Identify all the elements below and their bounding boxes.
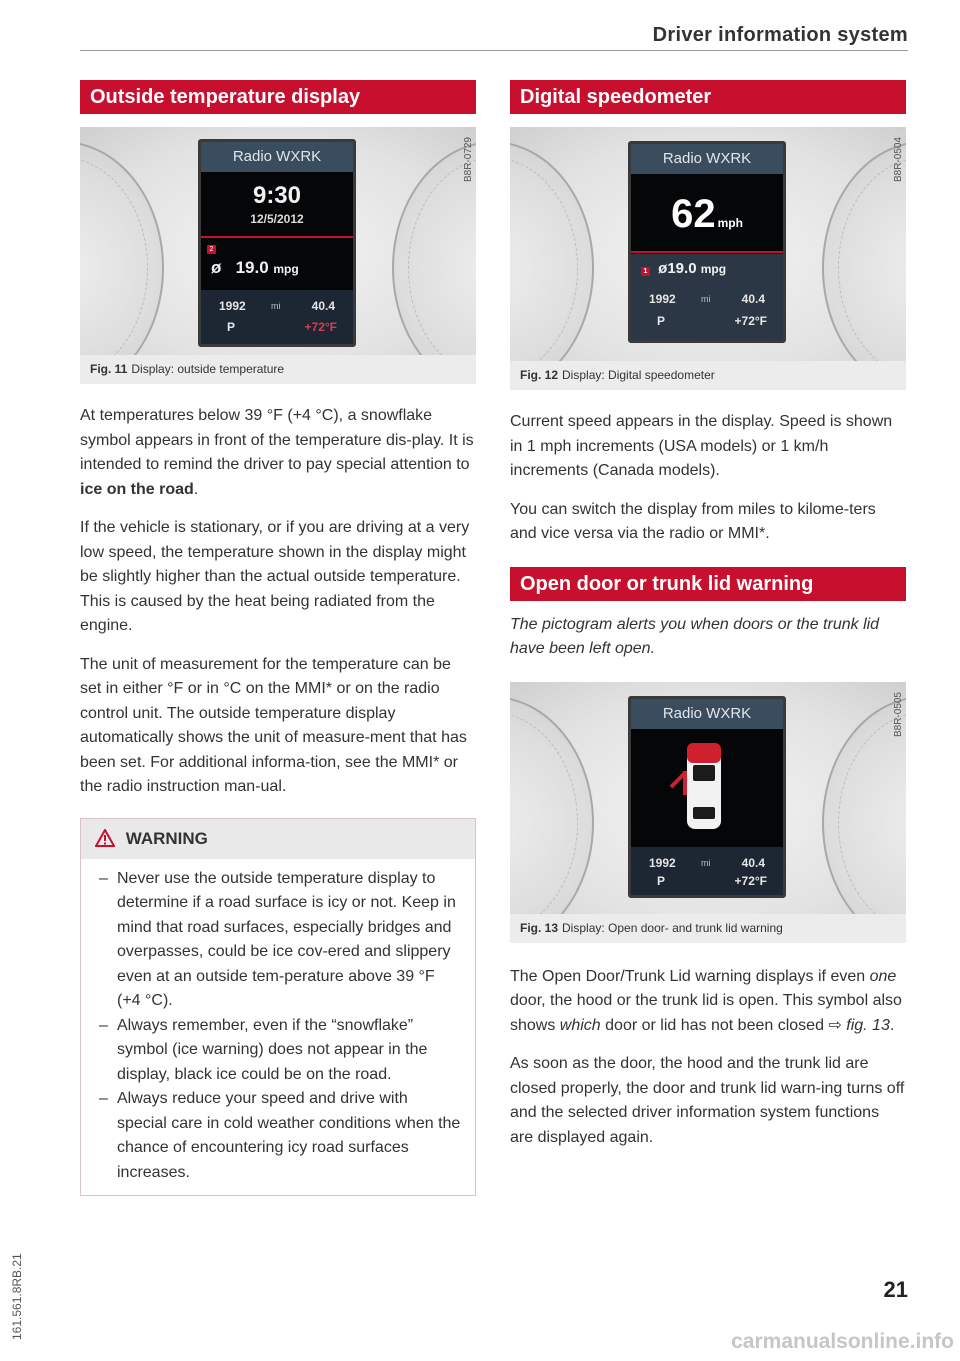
- warning-title: WARNING: [125, 828, 208, 848]
- paragraph-text: door, the hood or the trunk lid is open. This symbol also shows: [510, 992, 902, 1034]
- gear-indicator: P: [227, 320, 236, 334]
- paragraph: [510, 965, 906, 1039]
- warning-list: [81, 859, 475, 1196]
- warning-item: – Always remember, even if the “snowflake” symbol (ice warning) does not appear in the display, black ice could be on the road.: [95, 1014, 461, 1088]
- warning-item: – Always reduce your speed and drive with special care in cold weather conditions when the chance of encountering icy road surfaces increases.: [95, 1087, 461, 1185]
- right-column: [510, 80, 906, 1164]
- document-code: [10, 1170, 44, 1340]
- status-bar: [631, 847, 783, 895]
- status-bar: [201, 290, 353, 344]
- paragraph: You can switch the display from miles to kilome-ters and vice versa via the radio or MMI*.: [510, 500, 876, 542]
- figure-code: B8R-0504: [893, 137, 904, 183]
- memory-badge: 1: [641, 267, 650, 276]
- speed-value: 62: [671, 192, 716, 236]
- gauge-left: [80, 141, 164, 355]
- watermark: carmanualsonline.info: [731, 1330, 954, 1353]
- odometer-value: 1992: [219, 299, 246, 313]
- body-text: [510, 410, 906, 547]
- mpg-unit: mpg: [273, 262, 299, 276]
- figure-label: Fig. 13: [520, 920, 559, 935]
- red-divider: [201, 236, 353, 238]
- trip-value: 40.4: [741, 292, 765, 306]
- gauge-left: [510, 141, 594, 361]
- odometer-value: 1992: [649, 292, 676, 306]
- average-symbol: ø: [211, 258, 222, 277]
- status-bar: [631, 254, 783, 340]
- document-code-text: 161.561.8RB.21: [10, 1253, 24, 1340]
- body-text: [510, 965, 906, 1151]
- figure-13: [510, 682, 906, 943]
- trip-value: 40.4: [311, 299, 335, 313]
- red-divider: [631, 251, 783, 253]
- section-title-outside-temperature: Outside temperature display: [80, 80, 476, 114]
- display-screen: [198, 139, 356, 347]
- radio-station: Radio WXRK: [201, 142, 353, 172]
- figure-12-image: [510, 127, 906, 361]
- page-number: 21: [883, 1277, 908, 1302]
- radio-station: Radio WXRK: [631, 144, 783, 174]
- paragraph-text: At temperatures below 39 °F (+4 °C), a snowflake symbol appears in front of the temperature dis-play. It is intended to remind the driver to pay special attention to: [80, 407, 474, 473]
- trip-value: 40.4: [741, 855, 765, 870]
- fuel-consumption: [631, 258, 736, 279]
- figure-label: Fig. 12: [520, 368, 559, 382]
- odometer-unit: mi: [701, 857, 711, 868]
- car-open-door-icon: [631, 729, 777, 847]
- display-screen: [628, 696, 786, 898]
- warning-item: – Never use the outside temperature display to determine if a road surface is icy or not. Keep in mind that road surfaces, especially bridges and overpasses, could be ice cov-ered and slippery even at an outside tem-perature above 39 °F (+4 °C).: [95, 867, 461, 1014]
- average-symbol: ø: [658, 260, 668, 277]
- warning-box: [80, 818, 476, 1197]
- section-title-digital-speedometer: Digital speedometer: [510, 80, 906, 114]
- figure-caption-text: Display: Digital speedometer: [562, 368, 715, 382]
- running-header: Driver information system: [652, 24, 908, 46]
- paragraph-text: .: [889, 1016, 895, 1034]
- display-screen: [628, 141, 786, 343]
- figure-caption: [510, 914, 906, 943]
- outside-temperature: +72°F: [734, 873, 767, 888]
- figure-11-image: [80, 127, 476, 355]
- paragraph: The unit of measurement for the temperature can be set in either °F or in °C on the MMI* or on the radio control unit. The outside temperature display automatically shows the unit of measure-ment that has been set. For additional informa-tion, see the MMI* or the radio instruction man-ual.: [80, 655, 467, 795]
- gauge-left: [510, 696, 594, 914]
- figure-caption: [80, 355, 476, 384]
- body-text: [80, 404, 476, 800]
- paragraph: If the vehicle is stationary, or if you are driving at a very low speed, the temperature shown in the display might be slightly higher than the actual outside temperature. This is caused by the heat being radiated from the engine.: [80, 519, 470, 634]
- figure-code: B8R-0505: [893, 691, 904, 737]
- figure-13-image: [510, 682, 906, 914]
- paragraph: [80, 404, 476, 502]
- outside-temperature: +72°F: [734, 314, 767, 328]
- radio-station: Radio WXRK: [631, 699, 783, 729]
- figure-caption-text: Display: Open door- and trunk lid warning: [562, 920, 783, 935]
- left-column: [80, 80, 476, 1196]
- header-rule: [80, 50, 908, 51]
- mpg-value: 19.0: [235, 258, 269, 277]
- fuel-consumption: [201, 256, 353, 280]
- emphasis-text: one: [869, 967, 897, 985]
- paragraph: As soon as the door, the hood and the trunk lid are closed properly, the door and trunk lid warn-ing turns off and the selected driver information system functions are displayed again.: [510, 1055, 905, 1146]
- figure-code: B8R-0729: [463, 137, 474, 183]
- figure-reference-link[interactable]: ⇨ fig. 13: [828, 1016, 890, 1034]
- mpg-unit: mpg: [700, 262, 727, 276]
- odometer-value: 1992: [649, 855, 676, 870]
- odometer-unit: mi: [701, 294, 711, 304]
- figure-label: Fig. 11: [90, 362, 128, 376]
- mpg-value: 19.0: [667, 260, 697, 277]
- speed-unit: mph: [717, 216, 743, 230]
- memory-badge: 2: [207, 245, 216, 254]
- figure-caption-text: Display: outside temperature: [131, 362, 285, 376]
- car-pictogram: [631, 729, 783, 847]
- warning-header: [81, 819, 475, 859]
- odometer-unit: mi: [271, 301, 281, 311]
- paragraph-text: The Open Door/Trunk Lid warning displays if even: [510, 967, 870, 985]
- clock-time: 9:30: [252, 182, 302, 209]
- figure-caption: [510, 361, 906, 390]
- paragraph-text: door or lid has not been closed: [600, 1016, 829, 1034]
- gear-indicator: P: [657, 873, 666, 888]
- gear-indicator: P: [657, 314, 666, 328]
- outside-temperature: +72°F: [304, 320, 337, 334]
- figure-12: [510, 127, 906, 390]
- digital-speed: [631, 192, 783, 237]
- section-intro: The pictogram alerts you when doors or the trunk lid have been left open.: [510, 615, 880, 657]
- emphasis-text: which: [559, 1016, 601, 1034]
- paragraph: Current speed appears in the display. Speed is shown in 1 mph increments (USA models) or 1 km/h increments (Canada models).: [510, 413, 893, 479]
- paragraph-text: .: [193, 480, 199, 498]
- figure-11: [80, 127, 476, 384]
- emphasis-text: ice on the road: [80, 480, 194, 498]
- section-title-open-door-warning: Open door or trunk lid warning: [510, 567, 906, 601]
- clock-date: 12/5/2012: [250, 212, 304, 226]
- warning-triangle-icon: [95, 822, 115, 862]
